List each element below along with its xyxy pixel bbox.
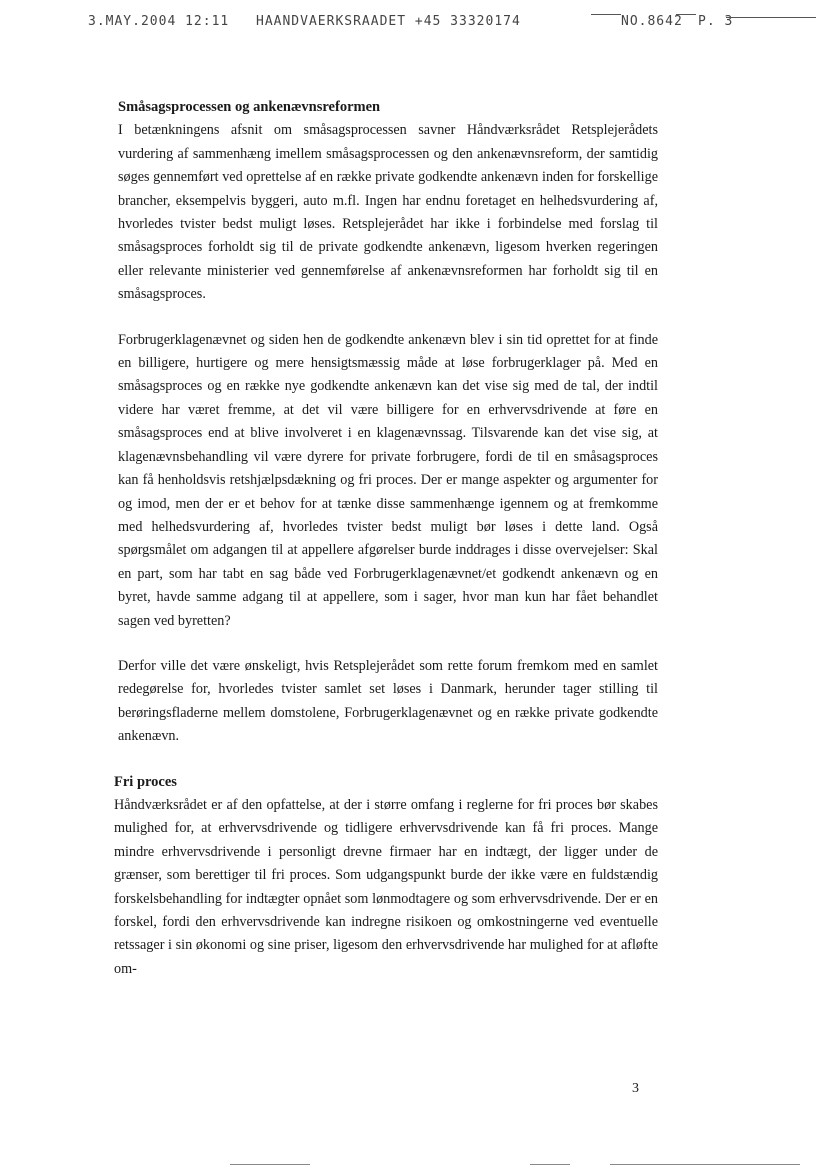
- section-heading-fri-proces: Fri proces: [114, 773, 177, 790]
- fax-number: NO.8642: [621, 14, 683, 29]
- fax-date: 3.MAY.2004 12:11: [88, 14, 230, 29]
- fax-rule: [676, 14, 696, 15]
- paragraph: Forbrugerklagenævnet og siden hen de godkendte ankenævn blev i sin tid oprettet for at finde en billigere, hurtigere og mere hensigtsmæssig måde at løse forbrugerklager på. Med en småsagsproces og en række nye godkendte ankenævn kan det vise sig med de tal, der indtil videre har været fremme, at det vil være billigere for en erhvervsdrivende at føre en småsagsproces end at blive involveret i en klagenævnssag. Tilsvarende kan det vise sig, at klagenævnsbehandling vil være dyrere for private forbrugere, fordi de til en småsagsproces kan få henholdsvis retshjælpsdækning og fri proces. Der er mange aspekter og argumenter for og imod, men der er et behov for at tænke disse sammenhænge igennem og at fremkomme med helhedsvurdering af, hvorledes tvister bedst muligt bør løses i dette land. Også spørgsmålet om adgangen til at appellere afgørelser burde inddrages i disse overvejelser: Skal en part, som har tabt en sag både ved Forbrugerklagenævnet/et godkendt ankenævn og en byret, havde samme adgang til at appellere, som i sager, hvor man kun har fået behandlet sagen ved byretten?: [118, 331, 658, 629]
- fax-page: P. 3: [698, 14, 734, 29]
- paragraph: I betænkningens afsnit om småsagsprocessen savner Håndværksrådet Retsplejerådets vurdering af sammenhæng imellem småsagsprocessen og den ankenævnsreform, der samtidig søges gennemført ved oprettelse af en række private godkendte ankenævn inden for forskellige brancher, eksempelvis byggeri, auto m.fl. Ingen har endnu foretaget en helhedsvurdering af, hvorledes tvister bedst muligt løses. Retsplejerådet har ikke i forbindelse med forslag til småsagsproces forholdt sig til de private godkendte ankenævn, ligesom hverken regeringen eller relevante ministerier ved gennemførelse af ankenævnsreformen har forholdt sig til en småsagsproces.: [118, 122, 658, 303]
- fax-sender: HAANDVAERKSRAADET +45 33320174: [256, 14, 521, 29]
- fax-rule: [726, 17, 816, 18]
- paragraph: Derfor ville det være ønskeligt, hvis Retsplejerådet som rette forum fremkom med en samlet redegørelse for, hvorledes tvister samlet set løses i Danmark, herunder tager stilling til berøringsfladerne mellem domstolene, Forbrugerklagenævnet og en række private godkendte ankenævn.: [118, 657, 658, 745]
- section-heading-smaasagsprocessen: Småsagsprocessen og ankenævnsreformen: [118, 99, 381, 115]
- section-fri-proces: [114, 771, 658, 982]
- fax-rule: [591, 14, 621, 15]
- page-number: 3: [632, 1081, 639, 1096]
- fax-header: [88, 14, 787, 36]
- document-body: [114, 96, 658, 981]
- scan-artifact-rules: [230, 1164, 810, 1166]
- paragraph: Håndværksrådet er af den opfattelse, at der i større omfang i reglerne for fri proces bør skabes mulighed for, at erhvervsdrivende og tidligere erhvervsdrivende kan få fri proces. Mange mindre erhvervsdrivende i personligt drevne firmaer har en indtægt, der ligger under de grænser, som berettiger til fri proces. Som udgangspunkt burde der ikke være en fuldstændig forskelsbehandling for indtægter opnået som lønmodtagere og som erhvervsdrivende. Der er en forskel, fordi den erhvervsdrivende kan indregne risikoen og omkostningerne ved eventuelle retssager i sin økonomi og sine priser, ligesom den erhvervsdrivende har mulighed for at afløfte om-: [114, 796, 658, 977]
